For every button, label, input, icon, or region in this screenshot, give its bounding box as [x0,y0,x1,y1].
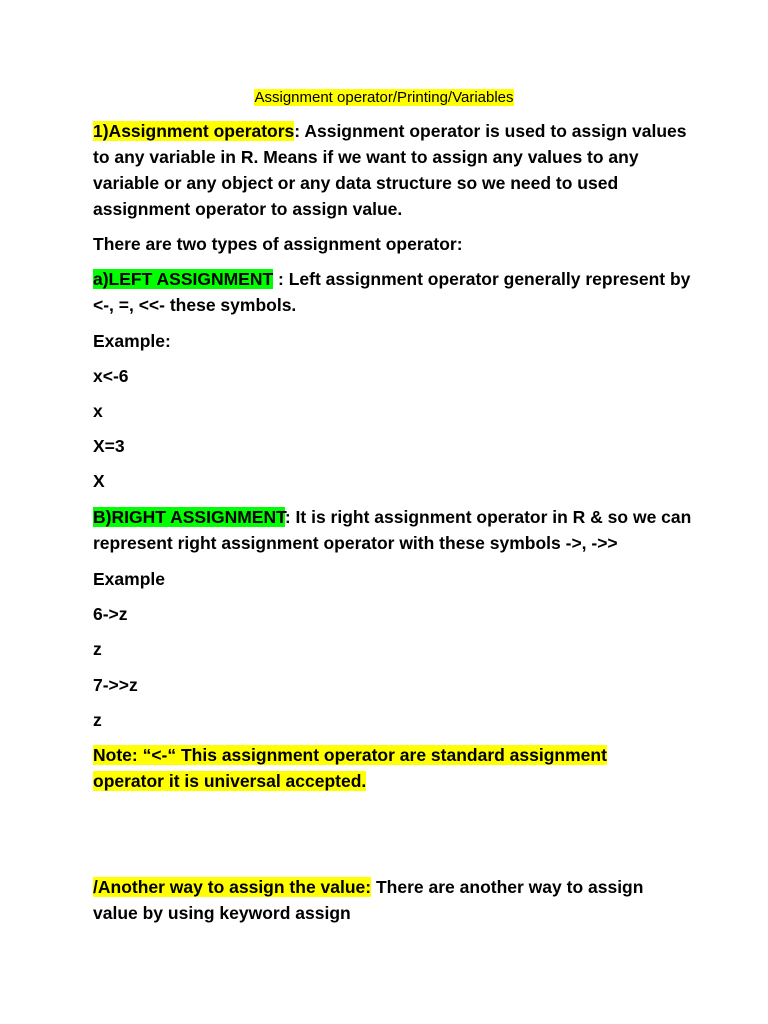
section-text-left-assignment: : Left assignment operator generally represent by <-, =, <<- these symbols. [93,269,691,315]
code-line: X=3 [93,436,125,456]
section-right-assignment [93,504,693,556]
example-label-1: Example: [93,331,171,351]
code-line: X [93,471,105,491]
code-line: z [93,710,102,730]
section-heading-another-way: /Another way to assign the value: [93,877,372,897]
section-heading-left-assignment: a)LEFT ASSIGNMENT [93,269,274,289]
code-line: x [93,401,103,421]
code-line: 6->z [93,604,128,624]
section-another-way [93,874,693,926]
section-heading-assignment-operators: 1)Assignment operators [93,121,295,141]
section-text-right-assignment: : It is right assignment operator in R & so we can represent right assignment operator with these symbols ->, ->> [93,507,692,553]
code-line: 7->>z [93,675,138,695]
section-assignment-operators [93,118,693,222]
section-text-another-way: There are another way to assign value by using keyword assign [93,877,644,923]
code-line: x<-6 [93,366,129,386]
note-paragraph [93,742,693,794]
types-line: There are two types of assignment operator: [93,234,463,254]
page-title-text: Assignment operator/Printing/Variables [254,89,514,106]
example-label-2: Example [93,569,165,589]
note-line-1: Note: “<-“ This assignment operator are standard assignment [93,745,607,765]
note-line-2: operator it is universal accepted. [93,771,367,791]
section-text-assignment-operators: : Assignment operator is used to assign values to any variable in R. Means if we want to assign any values to any variable or any object or any data structure so we need to used assignment operator to assign value. [93,121,687,219]
page-title [0,88,768,108]
section-heading-right-assignment: B)RIGHT ASSIGNMENT [93,507,285,527]
section-left-assignment [93,266,693,318]
code-line: z [93,639,102,659]
